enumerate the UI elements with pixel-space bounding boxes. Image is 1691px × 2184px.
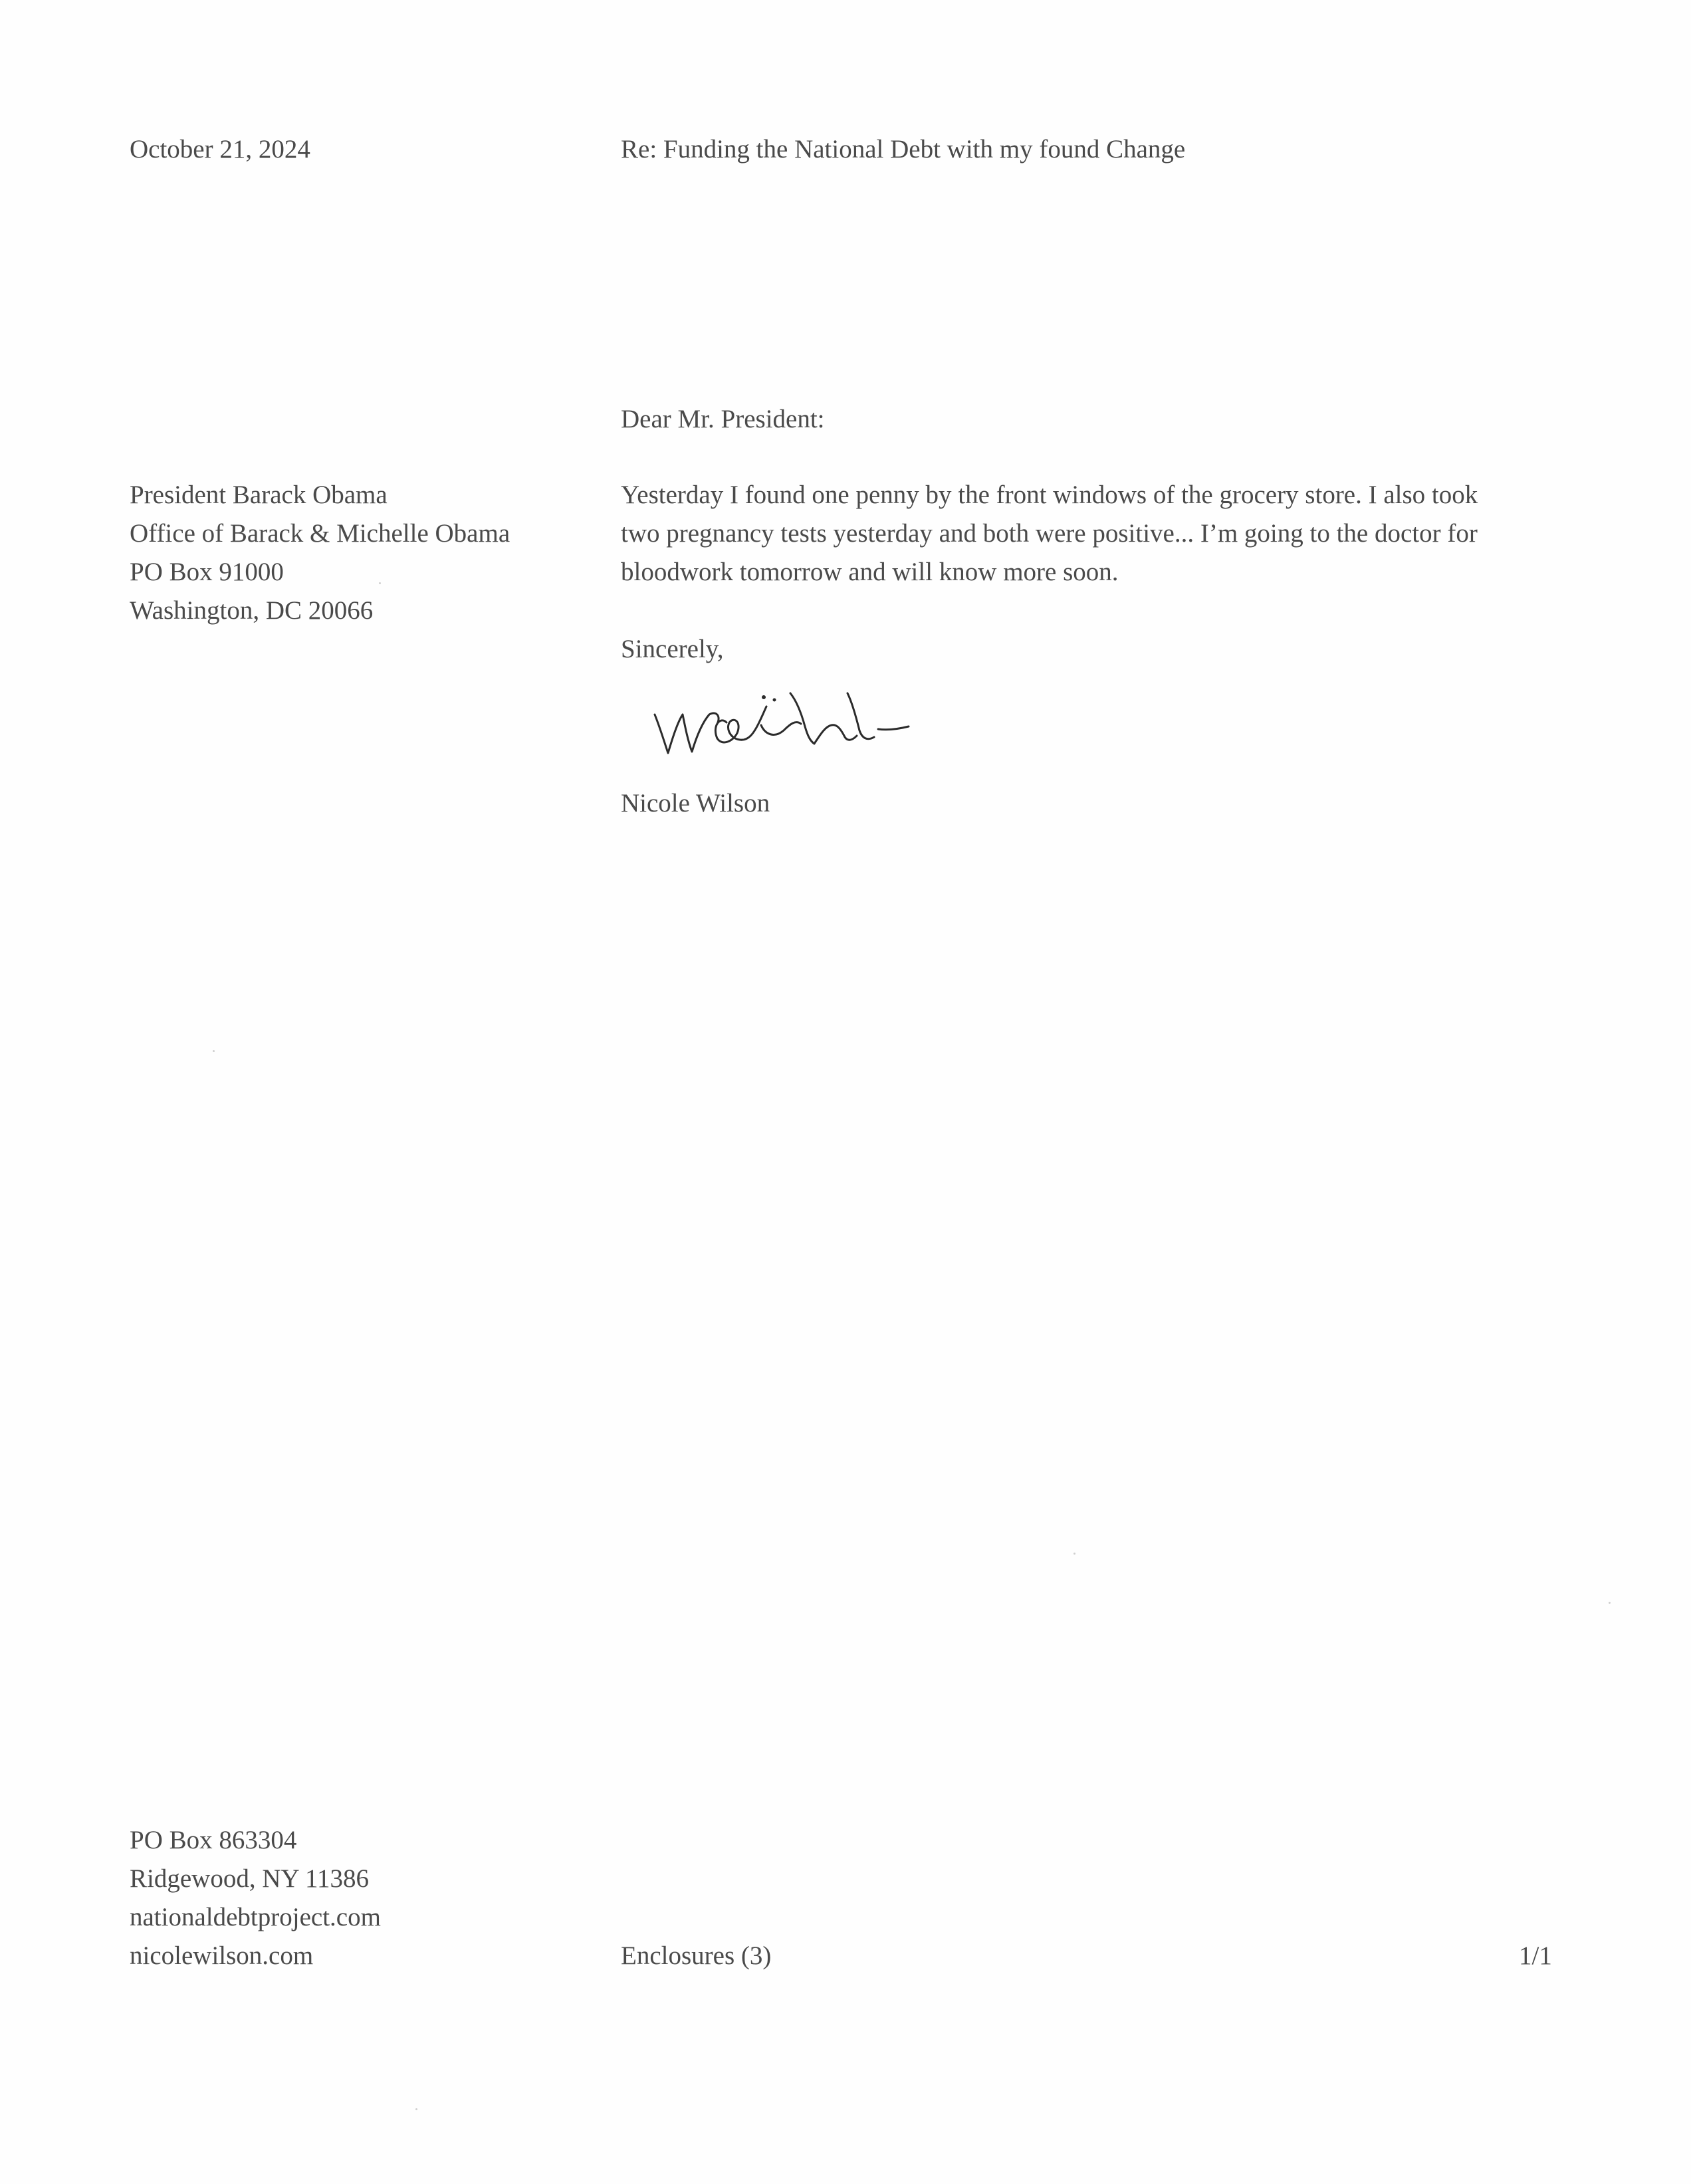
recipient-name: President Barack Obama [130,481,388,509]
scan-speck [1073,1553,1075,1555]
sender-footer-address [130,1821,381,1975]
body-line: Yesterday I found one penny by the front windows of the grocery store. I also took [621,481,1478,509]
sender-website: nationaldebtproject.com [130,1903,381,1931]
recipient-po-box: PO Box 91000 [130,558,284,586]
body-line: two pregnancy tests yesterday and both were positive... I’m going to the doctor for [621,519,1478,548]
recipient-address [130,476,510,630]
recipient-city: Washington, DC 20066 [130,596,374,625]
letter-subject: Re: Funding the National Debt with my found Change [621,135,1186,164]
scan-speck [415,2108,417,2110]
salutation: Dear Mr. President: [621,405,825,433]
sender-personal-website: nicolewilson.com [130,1941,314,1970]
recipient-office: Office of Barack & Michelle Obama [130,519,510,548]
letter-date: October 21, 2024 [130,135,310,164]
scan-speck [1609,1602,1611,1604]
sender-name: Nicole Wilson [621,789,770,818]
closing: Sincerely, [621,635,724,663]
sender-po-box: PO Box 863304 [130,1826,297,1854]
scan-speck [379,582,381,584]
signature-icon [648,675,954,768]
letter-body [621,476,1551,592]
scan-speck [213,1050,215,1052]
page-number: 1/1 [1519,1941,1552,1970]
sender-city: Ridgewood, NY 11386 [130,1864,370,1893]
enclosures-note: Enclosures (3) [621,1941,772,1970]
body-line: bloodwork tomorrow and will know more soon. [621,558,1119,586]
